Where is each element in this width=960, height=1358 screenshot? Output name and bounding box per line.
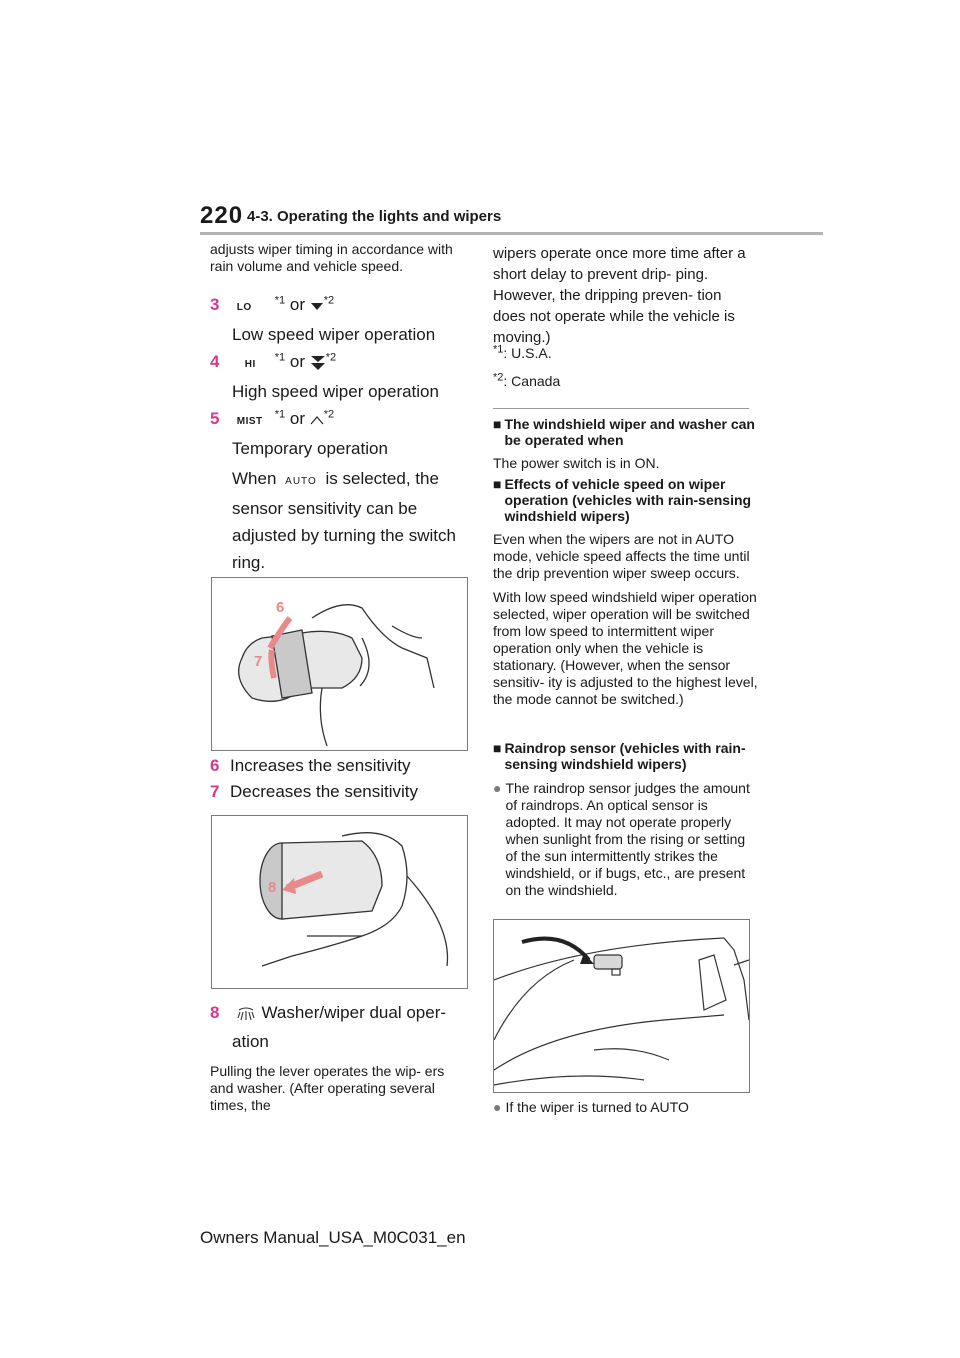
switch-ring-illustration (212, 578, 467, 750)
item-desc: Temporary operation (232, 439, 388, 458)
raindrop-sensor-figure (493, 919, 750, 1093)
item-desc: High speed wiper operation (232, 382, 439, 401)
intro-text: adjusts wiper timing in accordance with rain volume and vehicle speed. (210, 241, 453, 274)
chevron-down-icon (310, 301, 324, 311)
callout-6: 6 (276, 599, 285, 616)
auto-label: AUTO (285, 476, 317, 487)
item-6: 6 Increases the sensitivity (210, 756, 411, 775)
item-number: 4 (210, 352, 220, 371)
footer-manual-id: Owners Manual_USA_M0C031_en (200, 1228, 466, 1247)
callout-8: 8 (268, 879, 277, 896)
lever-pull-figure (211, 815, 468, 989)
section-title: 4-3. Operating the lights and wipers (247, 208, 502, 225)
callout-7: 7 (254, 653, 263, 670)
mist-label: MIST (236, 416, 263, 427)
circle-bullet-icon: ● (493, 1099, 502, 1115)
item-desc: Low speed wiper operation (232, 325, 436, 344)
switch-ring-figure (211, 577, 468, 751)
continued-text: wipers operate once more time after a short delay to prevent drip- ping. However, the dripping preven- tion does not operate while the vehicle is moving.) (493, 245, 746, 346)
note-raindrop-sensor: ■ Raindrop sensor (vehicles with rain-sensing windshield wipers) ● The raindrop sensor judges the amount of raindrops. An optical sensor is adopted. It may not operate properly when sunlight from the rising or setting of the sun intermittently strikes the windshield, or if bugs, etc., are present on the windshield. (493, 740, 750, 898)
note-auto-wiper: ● If the wiper is turned to AUTO (493, 1099, 689, 1115)
item-5: 5 MIST$^{*1}$ or $^{*2}$ Temporary operation (210, 405, 470, 462)
item-8: 8 Washer/wiper dual oper- ation (210, 1003, 447, 1051)
pull-lever-text: Pulling the lever operates the wip- ers and washer. (After operating several times, the (210, 1063, 445, 1113)
square-bullet-icon: ■ (493, 416, 502, 432)
footnote-2: $^{*2}$: Canada (493, 371, 561, 389)
item-number: 3 (210, 295, 220, 314)
section-divider (493, 408, 749, 409)
item-4: 4 HI$^{*1}$ or $^{*2}$ High speed wiper operation (210, 348, 470, 405)
square-bullet-icon: ■ (493, 740, 502, 756)
note-operating-condition: ■ The windshield wiper and washer can be operated when The power switch is in ON. (493, 416, 755, 471)
square-bullet-icon: ■ (493, 476, 502, 492)
windshield-illustration (494, 920, 749, 1092)
header-rule (200, 232, 823, 235)
circle-bullet-icon: ● (493, 780, 502, 796)
caret-up-icon (310, 415, 324, 425)
auto-paragraph: When AUTO is selected, the sensor sensitivity can be adjusted by turning the switch ring. (232, 469, 456, 572)
double-chevron-down-icon (310, 355, 326, 371)
note-vehicle-speed: ■ Effects of vehicle speed on wiper operation (vehicles with rain-sensing windshield wipers) Even when the wipers are not in AUTO mode, vehicle speed affects the time until the drip prevention wiper sweep occurs. With low speed windshield wiper operation selected, wiper operation will be switched from low speed to intermittent wiper operation only when the vehicle is stationary. (However, when the sensor sensitiv- ity is adjusted to the highest level, the mode cannot be switched.) (493, 476, 758, 707)
footnote-1: $^{*1}$: U.S.A. (493, 343, 552, 361)
item-3: 3 LO$^{*1}$ or $^{*2}$ Low speed wiper operation (210, 291, 470, 348)
lever-pull-illustration (212, 816, 467, 988)
hi-label: HI (244, 359, 256, 370)
item-number: 5 (210, 409, 220, 428)
lo-label: LO (236, 302, 252, 313)
page-number: 220 (200, 202, 244, 229)
washer-spray-icon (235, 1004, 257, 1024)
item-7: 7 Decreases the sensitivity (210, 782, 419, 801)
